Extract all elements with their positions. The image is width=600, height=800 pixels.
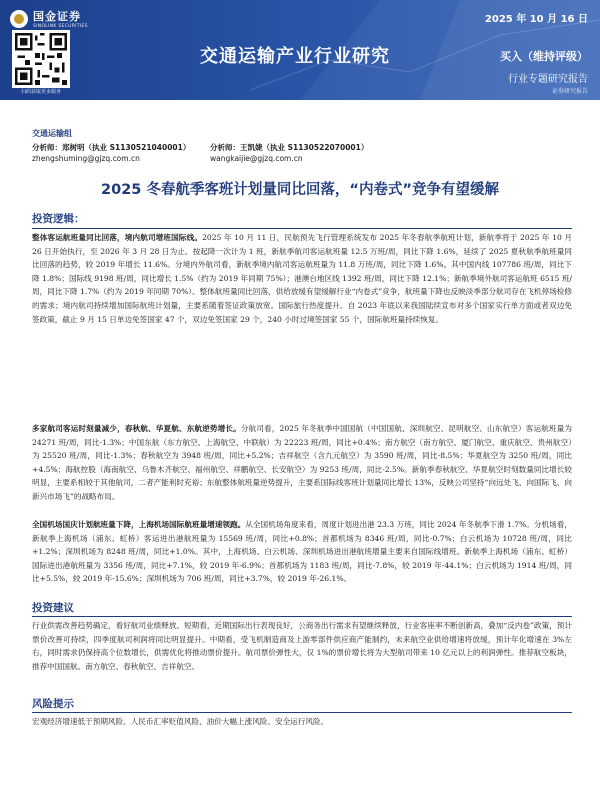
section-heading-logic: 投资逻辑： <box>32 213 85 225</box>
analyst-2 <box>210 142 368 153</box>
section-divider <box>32 228 572 229</box>
analyst-1 <box>32 142 190 153</box>
logo-name-cn: 国金证券 <box>33 10 81 23</box>
analyst-1-name: 郑树明（执业 S1130521040001） <box>62 143 191 152</box>
paragraph-airlines <box>32 422 572 504</box>
paragraph-advice: 行业供需改善趋势确定，看好航司业绩释放。短期看，近期国际出行表现良好，公商务出行需求有望继续释放，行业客座率不断创新高，叠加“反内卷”政策，预计票价改善可持续，四季度航司利润将同比明显提升。中期看，受飞机制造商及上游零部件供应商产能制约，未来航空业供给增速将放缓，预计年化增速在 3%左右，同时需求仍保持高个位数增长，供需优化将推动票价提升。航司票价弹性大，仅 1%的票价增长将为大型航司带来 10 亿元以上的利润弹性。推荐航空板块，推荐中国国航、南方航空、春秋航空、吉祥航空。 <box>32 621 572 671</box>
analyst-1-label: 分析师： <box>32 143 62 152</box>
analyst-2-label: 分析师： <box>210 143 240 152</box>
paragraph-airports <box>32 518 572 586</box>
report-category: 证券研究报告 <box>551 88 588 95</box>
company-logo <box>10 8 88 29</box>
paragraph-lead: 多家航司客运时刻量减少，春秋航、华夏航、东航逆势增长。 <box>32 424 241 433</box>
qr-code-icon <box>12 30 70 88</box>
research-team: 交通运输组 <box>32 129 72 138</box>
investment-rating: 买入（维持评级） <box>500 50 588 63</box>
report-date: 2025 年 10 月 16 日 <box>484 14 588 25</box>
section-divider <box>32 616 572 617</box>
paragraph-risk: 宏观经济增速低于预期风险、人民币汇率贬值风险、油价大幅上涨风险、安全运行风险。 <box>32 717 329 726</box>
paragraph-passenger-flights <box>32 231 572 326</box>
paragraph-body: 分航司看，2025 年冬航季中国国航（中国国航、深圳航空、昆明航空、山东航空）客运航班量为 24271 班/周，同比-1.3%；中国东航（东方航空、上海航空、中联航）为 22223 班/周，同比+0.4%；南方航空（南方航空、厦门航空、重庆航空、贵州航空）为 25520 班/周，同比-1.3%；春秋航空为 3948 班/周，同比+5.2%；吉祥航空（含九元航空）为 3590 班/周，同比-8.5%；华夏航空为 3250 班/周，同比+4.5%；海航控股（海南航空、乌鲁木齐航空、福州航空、祥鹏航空、长安航空）为 9253 班/周，同比-2.5%。新航季春秋航空、华夏航空时刻数量同比增长较明显，主要系相较于其他航司，二者产能利时充裕；东航整体航班量逆势提升，主要系国际线客班计划量同比增长 13%，反映公司坚持“向远处飞、向国际飞、向新兴市场飞”的战略布局。 <box>32 424 572 501</box>
report-type: 行业专题研究报告 <box>508 74 588 85</box>
paragraph-lead: 全国机场国庆计划航班量下降，上海机场国际航班量增速领跑。 <box>32 520 246 529</box>
section-heading-risk: 风险提示 <box>32 698 74 710</box>
report-header-title: 交通运输产业行业研究 <box>200 46 390 67</box>
paragraph-lead: 整体客运航班量同比回落，境内航司增班国际线。 <box>32 233 203 242</box>
section-divider <box>32 712 572 713</box>
analyst-2-name: 王凯婕（执业 S1130522070001） <box>240 143 369 152</box>
report-main-title: 2025 冬春航季客班计划量同比回落，“内卷式”竞争有望缓解 <box>101 182 499 198</box>
qr-caption: 扫码获取更多服务 <box>20 89 61 95</box>
logo-name-en: SINOLINK SECURITIES <box>33 24 88 29</box>
analyst-1-email[interactable]: zhengshuming@gjzq.com.cn <box>32 154 140 163</box>
paragraph-body: 从全国机场角度来看，周度计划进出港 23.3 万班，同比 2024 年冬航季下滑 1.7%。分机场看，新航季上海机场（浦东、虹桥）客运进出港航班量为 15569 班/周，同比+0.8%；首都机场为 8346 班/周，同比-0.7%；白云机场为 10728 班/周，同比+1.2%；深圳机场为 8248 班/周，同比+1.0%。其中，上海机场、白云机场、深圳机场进出港航班增量主要来自国际线增班。新航季上海机场（浦东、虹桥）国际进出港航班量为 3356 班/周，同比+7.1%，较 2019 年-6.9%；首都机场为 1183 班/周，同比-7.8%，较 2019 年-44.1%；白云机场为 1914 班/周，同比+5.5%，较 2019 年-15.6%；深圳机场为 706 班/周，同比+3.7%，较 2019 年-26.1%。 <box>32 520 573 584</box>
header-banner <box>0 0 600 100</box>
logo-mark-icon <box>10 10 28 28</box>
paragraph-body: 2025 年 10 月 11 日，民航预先飞行管理系统发布 2025 年冬春航季航班计划，新航季将于 2025 年 10 月 26 日开始执行，至 2026 年 3 月 28 日为止。按起降一次计为 1 班，新航季航司客运航班量 12.5 万班/周，同比下降 1.6%，延续了 2025 夏秋航季航班量同比回落的趋势，较 2019 年增长 11.6%。分境内外航司看，新航季境内航司客运航班量为 11.8 万班/周，同比下降 1.6%。其中国内线 107786 班/周，同比下降 1.8%；国际线 9198 班/周，同比增长 1.5%（约为 2019 年同期 75%）；港澳台地区线 1392 班/周，同比下降 12.1%；新航季境外航司客运航班 6515 班/周，同比下降 1.7%（约为 2019 年同期 70%）。整体航班量同比回落，供给放缓有望缓解行业“内卷式”竞争，航班量下降也反映淡季部分航司存在飞机停场检修的需求；境内航司持续增加国际航班计划量，主要系随着签证政策放宽。国际旅行热度提升。自 2023 年底以来我国陆续宣布对多个国家实行单方面或者双边免签政策，截止 9 月 15 日单边免签国家 47 个，双边免签国家 29 个，240 小时过境签国家 55 个，国际航班量持续恢复。 <box>32 233 573 324</box>
analyst-2-email[interactable]: wangkaijie@gjzq.com.cn <box>210 154 303 163</box>
section-heading-advice: 投资建议 <box>32 602 74 614</box>
